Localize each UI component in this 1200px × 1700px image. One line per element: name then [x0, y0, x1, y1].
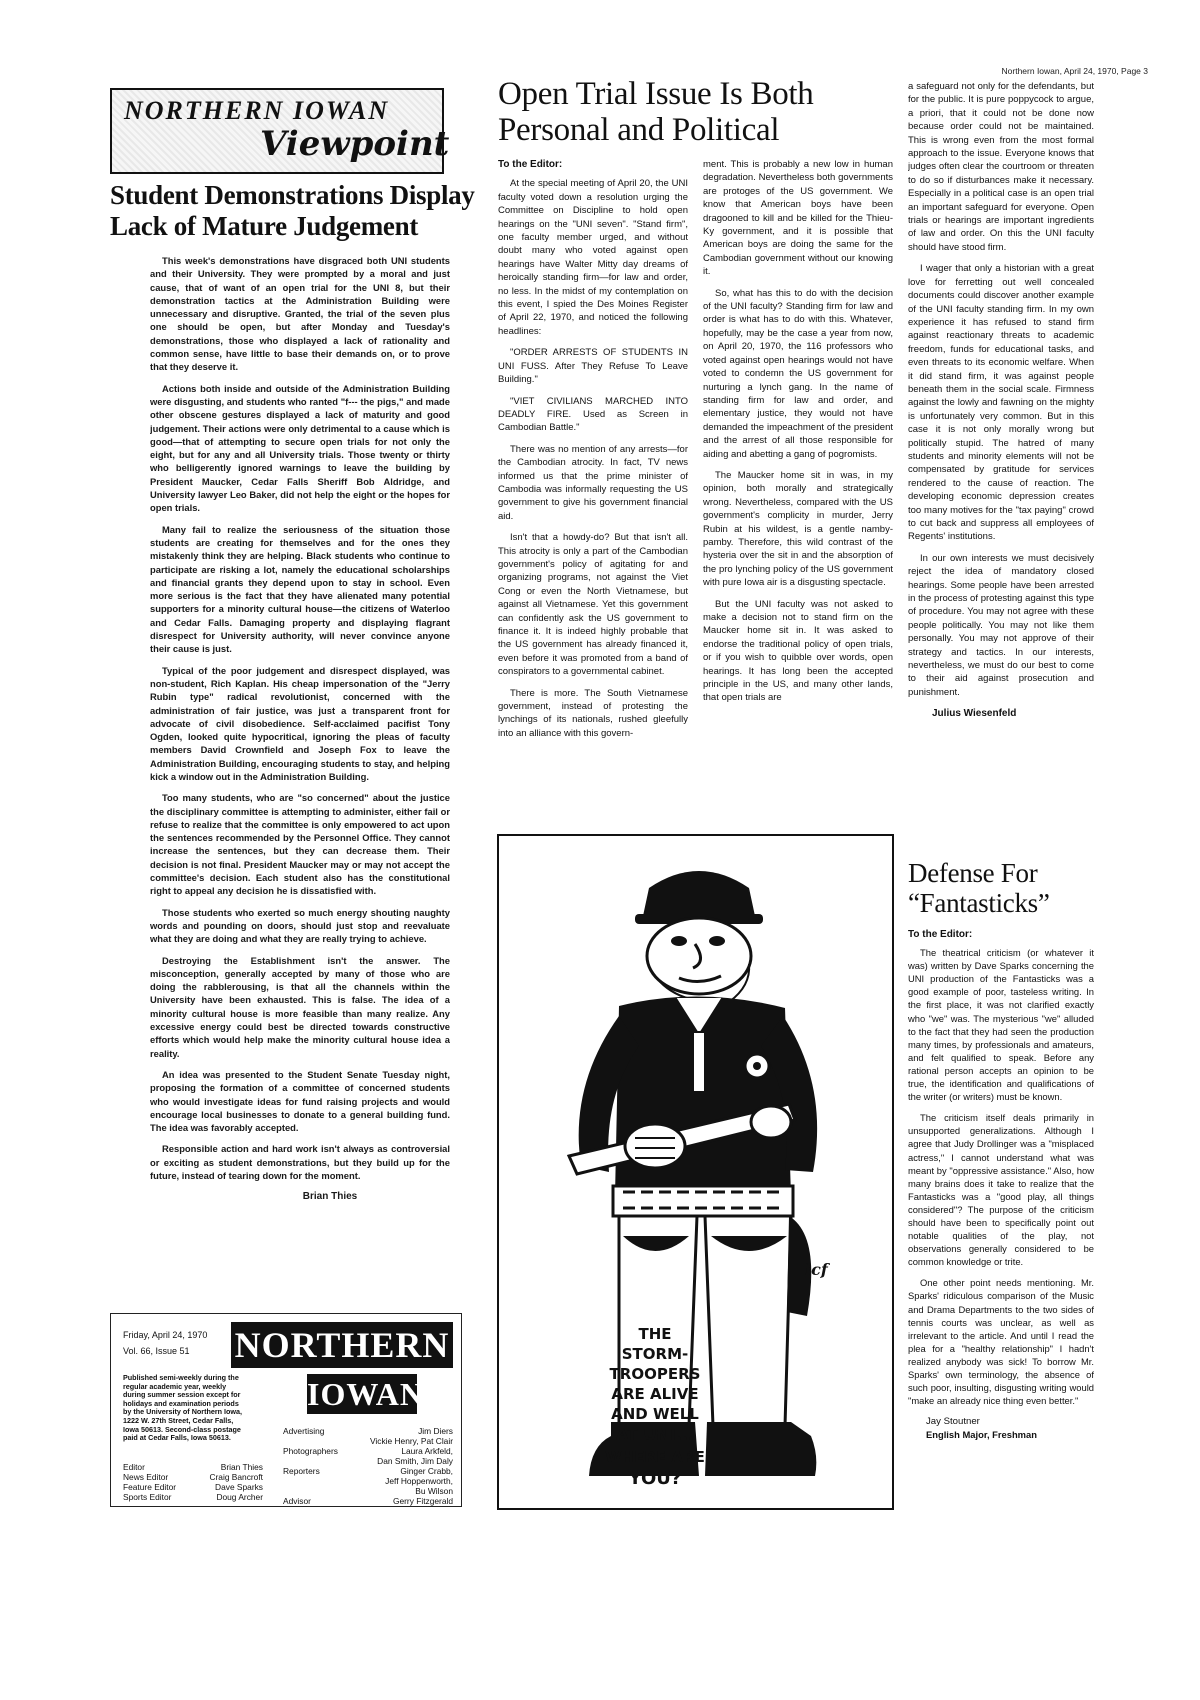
- open-trial-paragraph: There was no mention of any arrests—for the Cambodian atrocity. In fact, TV news informed us that the prime minister of Cambodia was informally requesting the US government to give his government financial aid.: [498, 443, 688, 522]
- staff-row: [283, 1466, 453, 1496]
- viewpoint-paragraph: Responsible action and hard work isn't always as controversial or exciting as student demonstrations, but they build up for the future, instead of tearing down for the moment.: [150, 1143, 450, 1181]
- viewpoint-paragraph: Many fail to realize the seriousness of the situation those students are creating for themselves and for the ones they mistakenly think they are helping. Black students who continue to participate are risking a lot, namely the educational scholarships and financial grants they depend upon to stay in school. Even more serious is the fact that they have alienated many potential supporters for a minority cultural house—the citizens of Waterloo and Cedar Falls. Damaging property and displaying flagrant disrespect for University authority, will never convince anyone their cause is just.: [150, 523, 450, 655]
- staff-right-table: [283, 1426, 453, 1506]
- masthead-box: [110, 1313, 462, 1507]
- staff-role: Editor: [123, 1462, 145, 1472]
- right-fist: [751, 1106, 791, 1138]
- cartoon-frame: [497, 834, 894, 1510]
- open-trial-paragraph: In our own interests we must decisively reject the idea of mandatory closed hearings. Some people have been arrested in the process of protesting against this type of procedure. You may not agree with these people politically. You may not like them personally. You may not approve of their strategy and tactics. In our interests, nevertheless, we must do our best to come to their aid against prosecution and punishment.: [908, 552, 1094, 698]
- viewpoint-paragraph: This week's demonstrations have disgraced both UNI students and their University. They were prompted by a moral and just cause, that of want of an open trial for the UNI 8, but their demonstration tactics at the Administration Building were unnecessary and disruptive. Granted, the trial of the seven plus one should be open, but after Monday and Tuesday's demonstrations, those who displayed a lack of rationality and common sense, have little to base their demands on, or to prove that they deserve it.: [150, 255, 450, 373]
- viewpoint-paragraph: An idea was presented to the Student Senate Tuesday night, proposing the formation of a committee of concerned students who would investigate ideas for fund raising projects and would encourage local businesses to donate to a general building fund. The idea was favorably accepted.: [150, 1068, 450, 1134]
- viewpoint-paragraph: Actions both inside and outside of the Administration Building were disgusting, and students who ranted "f--- the pigs," and made other obscene gestures displayed a lack of maturity and good judgement. Their actions were only detrimental to a cause which is good—that of attempting to secure open trials for not only the eight, but for any and all University trials. Those twenty or thirty who belligerently ignored warnings to leave the building by President Maucker, Cedar Falls Sheriff Bob Aldridge, and University lawyer Leo Baker, did not help the eight or the hopes for open trials.: [150, 382, 450, 514]
- defense-paragraph: The theatrical criticism (or whatever it was) written by Dave Sparks concerning the UNI production of the Fantasticks was a good example of poor, tasteless writing. In the first place, it was not clarified exactly who "we" was. The mysterious "we" alluded to the fact that they had seen the production many times, by professionals and amateurs, and felt qualified to speak. Before any rational person accepts an opinion to be true, the identification and qualifications of the writer (or writers) must be known.: [908, 947, 1094, 1103]
- caption-line: TROOPERS: [609, 1365, 701, 1383]
- caption-line: ARE ALIVE: [611, 1385, 699, 1403]
- left-fist: [625, 1124, 685, 1168]
- open-trial-column-1: [498, 158, 688, 830]
- viewpoint-masthead-script: Viewpoint: [260, 124, 450, 164]
- caption-line: STORM-: [621, 1345, 689, 1363]
- open-trial-paragraph: There is more. The South Vietnamese government, instead of protesting the lynchings of its nationals, rushed gleefully into an alliance with this govern-: [498, 687, 688, 739]
- viewpoint-paragraph: Destroying the Establishment isn't the answer. The misconception, generally accepted by many of those who are doing the rabblerousing, is that all the channels within the University have been exhausted. This is false. The idea of a minority cultural house is more feasible than many realize. Any excessive energy could best be directed towards constructive efforts which would help make the minority cultural house idea a reality.: [150, 954, 450, 1059]
- page-header: Northern Iowan, April 24, 1970, Page 3: [1001, 66, 1148, 76]
- masthead-publication-note: Published semi-weekly during the regular academic year, weekly during summer session except for holidays and examination periods by the University of Northern Iowa, 1222 W. 27th Street, Cedar Falls, Iowa 50613. Second-class postage paid at Cedar Falls, Iowa 50613.: [123, 1373, 243, 1443]
- open-trial-column-3: [908, 80, 1094, 850]
- open-trial-headline: Open Trial Issue Is Both Personal and Political: [498, 76, 814, 148]
- viewpoint-masthead: [110, 80, 460, 180]
- staff-row: [283, 1426, 453, 1446]
- staff-role: News Editor: [123, 1472, 169, 1482]
- staff-name: Brian Thies: [220, 1462, 263, 1472]
- open-trial-paragraph: I wager that only a historian with a great love for ferretting out well concealed documents could discover another example of the UNI faculty standing firm. In my own experience it has refused to stand firm against reactionary threats to academic freedom, funds for educational tasks, and even threats to its economic welfare. When it did stand firm, it was against people beneath them in the social scale. Firmness against the lowly and fawning on the mighty is unfortunately very common. But in this case it is not only morally wrong but politically stupid. The hatred of many students and minority elements will not be compensated by gratitude for services rendered to the cause of reaction. The developing economic depression creates too many motives for the "tax paying" crowd to cut back and suppress all employees of Regents' institutions.: [908, 263, 1094, 543]
- staff-name: Craig Bancroft: [209, 1472, 263, 1482]
- open-trial-signature: Julius Wiesenfeld: [932, 708, 1017, 720]
- staff-left-table: [123, 1462, 263, 1502]
- open-trial-paragraph: "ORDER ARRESTS OF STUDENTS IN UNI FUSS. After They Refuse To Leave Building.": [498, 347, 688, 386]
- staff-name: Ginger Crabb, Jeff Hoppenworth, Bu Wilson: [385, 1466, 453, 1496]
- viewpoint-signature: Brian Thies: [302, 1191, 358, 1203]
- open-trial-paragraph: But the UNI faculty was not asked to make a decision not to stand firm on the Maucker home sit in. It was asked to endorse the traditional policy of open trials, or if you wish to quibble over words, open hearings. It has long been the accepted principle in the US, and many other lands, that open trials are: [703, 598, 893, 704]
- staff-role: Photographers: [283, 1446, 338, 1456]
- defense-headline-line-1: Defense For: [908, 858, 1038, 888]
- defense-paragraph: One other point needs mentioning. Mr. Sparks' ridiculous comparison of the Music and Drama Departments to the two sides of tennis courts was unclear, as well as irrelevant to the article. And until I read the plea for a "healthy relationship" I hadn't realized anybody was sick! To borrow Mr. Sparks' own terminology, the absence of such poor, insulting, disgusting writing would "make an already nice thing even better.": [908, 1277, 1094, 1407]
- masthead-volume: Vol. 66, Issue 51: [123, 1346, 190, 1356]
- viewpoint-paragraph: Typical of the poor judgement and disrespect displayed, was non-student, Rich Kaplan. His cheap impersonation of the "Jerry Rubin type" radical revolutionist, concerned with the administration of fair justice, was just a transparent front for advocate of civil disobedience. Self-acclaimed pacifist Tony Ogden, looked quite hypocritical, ignoring the pleas of faculty members David Crownfield and Joseph Fox to leave the Administration Building, encouraging students to stay, and helping kick a window out in the Administration Building.: [150, 664, 450, 782]
- open-trial-paragraph: So, what has this to do with the decision of the UNI faculty? Standing firm for law and order is what has to do with this. Whatever, hopefully, may be the case a year from now, on April 20, 1970, the 116 professors who voted against open hearings would not have voted to condemn the US government for nurturing a lynch gang. In the name of standing firm for law and order, and elementary justice, they would not have demanded the impeachment of the president and the arrest of all those responsible for aiding and abetting a gang of pogromists.: [703, 287, 893, 460]
- defense-salutation: To the Editor:: [908, 929, 973, 940]
- viewpoint-paragraph: Those students who exerted so much energy shouting naughty words and pounding on doors, should just stop and reevaluate what they are doing and what they are really trying to achieve.: [150, 906, 450, 945]
- staff-name: Laura Arkfeld, Dan Smith, Jim Daly: [377, 1446, 453, 1466]
- left-eye: [671, 936, 687, 946]
- staff-row: [283, 1446, 453, 1466]
- masthead-date: Friday, April 24, 1970: [123, 1330, 208, 1340]
- staff-role: Feature Editor: [123, 1482, 177, 1492]
- open-trial-column-2: [703, 158, 893, 830]
- open-trial-paragraph: The Maucker home sit in was, in my opinion, both morally and strategically wrong. Nevertheless, compared with the US government's complicity in murder, Jerry Rubin at his wildest, is a gentle namby-pamby. Therefore, this wild contrast of the hysteria over the sit in and the absorption of the pro lynching policy of the US government with pure Iowa air is a disgusting spectacle.: [703, 469, 893, 589]
- staff-name: Doug Archer: [216, 1492, 263, 1502]
- defense-body: [908, 928, 1094, 1488]
- staff-row: [283, 1496, 453, 1506]
- open-trial-paragraph: a safeguard not only for the defendants, but for the public. It is pure poppycock to argue, a priori, that it could not be done now because order could not be maintained. This is wrong even from the most formal approach to the issue. Everyone knows that judges often clear the courtroom or threaten to do so if disturbances make it necessary. Especially in a political case is an open trial an important safeguard for everyone. Open trials or hearings are important ingredients of law and order. On this the UNI faculty should have stood firm.: [908, 81, 1094, 253]
- open-trial-paragraph: "VIET CIVILIANS MARCHED INTO DEADLY FIRE. Used as Screen in Cambodian Battle.": [498, 395, 688, 434]
- masthead-title-bottom: IOWAN: [307, 1376, 425, 1412]
- caption-line: AT UNI...: [615, 1425, 695, 1444]
- staff-role: Sports Editor: [123, 1492, 172, 1502]
- staff-row: [123, 1492, 263, 1502]
- open-trial-paragraph: ment. This is probably a new low in human degradation. Nevertheless both governments are protoges of the US government. We know that American boys have been dragooned to kill and be killed for the Thieu-Ky government, and it is possible that American boys are doing the same for the Cambodian government without our knowing it.: [703, 159, 893, 278]
- caption-line: AND WELL: [611, 1405, 699, 1423]
- staff-name: Gerry Fitzgerald: [392, 1496, 453, 1506]
- caption-line: THE: [638, 1325, 672, 1343]
- caption-line: WHERE ARE: [605, 1448, 705, 1466]
- staff-row: [123, 1482, 263, 1492]
- viewpoint-masthead-title: NORTHERN IOWAN: [124, 96, 390, 125]
- open-trial-paragraph: At the special meeting of April 20, the UNI faculty voted down a resolution urging the Committee on Discipline to hold open hearings on the "UNI seven". "Stand firm", one faculty member urged, and without doubt many who voted against open hearings have Walter Mitty day dreams of heroically standing firm—for law and order, no less. In the midst of my contemplation on this event, I spied the Des Moines Register of April 22, 1970, and noticed the following headlines:: [498, 178, 688, 337]
- staff-role: Advertising: [283, 1426, 325, 1436]
- viewpoint-body: [150, 254, 450, 1304]
- staff-row: [123, 1472, 263, 1482]
- cartoon-caption: [595, 1324, 715, 1490]
- staff-row: [123, 1462, 263, 1472]
- staff-role: Reporters: [283, 1466, 320, 1476]
- open-trial-salutation: To the Editor:: [498, 159, 563, 170]
- helmet: [643, 871, 755, 916]
- viewpoint-paragraph: Too many students, who are "so concerned" about the justice the disciplinary committee is attempting to administer, either fail or refuse to realize that the committee is only empowered to act upon the sentences recommended by the Personnel Office. They cannot increase the sentences, but they can decrease them. Their decision is not final. President Maucker may or may not accept the committee's decision. Each student also has the constitutional right to appeal any decision he is dissatisfied with.: [150, 792, 450, 897]
- defense-paragraph: The criticism itself deals primarily in unsupported generalizations. Although I agree that Judy Drollinger was a "misplaced actress," I cannot understand what was meant by "oppressive assistance." Also, how many brains does it take to realize that the Fantasticks was a "good play, all things considered"? The purpose of the criticism should have been to specifically point out notable qualities of the play, not observations generally considered to be common knowledge or trite.: [908, 1112, 1094, 1268]
- tie: [693, 1032, 705, 1092]
- masthead-title-top: NORTHERN: [231, 1322, 453, 1368]
- staff-name: Dave Sparks: [215, 1482, 263, 1492]
- viewpoint-headline: Student Demonstrations Display Lack of Mature Judgement: [110, 180, 475, 241]
- defense-signature-title: English Major, Freshman: [926, 1429, 1037, 1441]
- right-boot: [705, 1422, 816, 1476]
- right-eye: [709, 936, 725, 946]
- artist-mark: lcf: [805, 1260, 828, 1279]
- staff-role: Advisor: [283, 1496, 311, 1506]
- staff-name: Jim Diers Vickie Henry, Pat Clair: [369, 1426, 453, 1446]
- open-trial-paragraph: Isn't that a howdy-do? But that isn't all. This atrocity is only a part of the Cambodian government's policy of agitating for and organizing programs, not against the Viet Cong or even the North Vietnamese, but against all Vietnamese. Yet this government can confidently ask the US government to finance it. It is indeed highly probable that the US government has already financed it, even before it was promoted from a band of conspirators to a governmental cabinet.: [498, 532, 688, 678]
- defense-headline-line-2: “Fantasticks”: [908, 888, 1050, 918]
- defense-signature-name: Jay Stoutner: [926, 1416, 980, 1428]
- caption-line: YOU?: [628, 1468, 682, 1489]
- badge-center: [753, 1062, 761, 1070]
